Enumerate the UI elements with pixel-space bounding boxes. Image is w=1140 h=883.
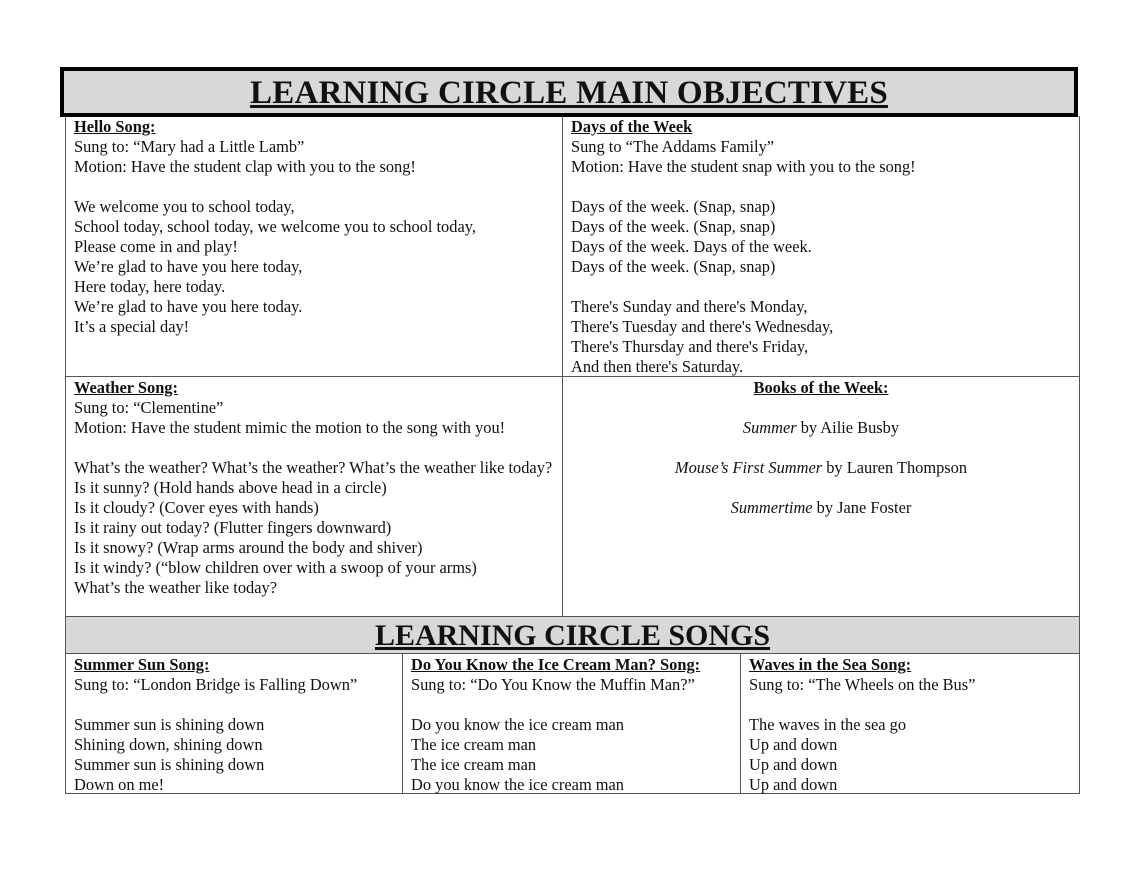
book-title: Summer <box>742 418 797 437</box>
songs-section-bar <box>66 617 1079 654</box>
lyric-line: Up and down <box>749 755 838 774</box>
ice-cream-song-cell <box>403 654 741 793</box>
page-title-bar <box>60 67 1078 117</box>
lyric-line: Down on me! <box>74 775 165 794</box>
lyric-line: It’s a special day! <box>74 317 190 336</box>
book-entry <box>571 418 1071 438</box>
waves-sung-to: Sung to: “The Wheels on the Bus” <box>749 675 976 694</box>
lyric-line: Days of the week. (Snap, snap) <box>571 257 776 276</box>
spacer <box>749 695 1071 715</box>
page-title: LEARNING CIRCLE MAIN OBJECTIVES <box>250 75 888 111</box>
lyric-line: Is it windy? (“blow children over with a swoop of your arms) <box>74 558 477 577</box>
days-of-week-motion: Motion: Have the student snap with you to the song! <box>571 157 916 176</box>
spacer <box>571 277 1071 297</box>
lyric-line: There's Sunday and there's Monday, <box>571 297 808 316</box>
spacer <box>74 177 554 197</box>
lyric-line: The ice cream man <box>411 755 537 774</box>
books-of-week-cell <box>563 377 1079 616</box>
book-title: Summertime <box>730 498 813 517</box>
books-of-week-heading: Books of the Week: <box>753 378 889 397</box>
days-of-week-sung-to: Sung to “The Addams Family” <box>571 137 775 156</box>
lyric-line: School today, school today, we welcome you to school today, <box>74 217 476 236</box>
hello-song-cell <box>66 116 563 376</box>
lyric-line: Shining down, shining down <box>74 735 263 754</box>
spacer <box>74 438 554 458</box>
lyric-line: The ice cream man <box>411 735 537 754</box>
lyric-line: And then there's Saturday. <box>571 357 744 376</box>
spacer <box>571 398 1071 418</box>
weather-song-cell <box>66 377 563 616</box>
lyric-line: Here today, here today. <box>74 277 226 296</box>
hello-song-motion: Motion: Have the student clap with you to the song! <box>74 157 416 176</box>
table-row <box>66 654 1079 794</box>
waves-song-cell <box>741 654 1079 793</box>
lyric-line: Days of the week. Days of the week. <box>571 237 812 256</box>
weather-song-heading: Weather Song: <box>74 378 178 397</box>
hello-song-heading: Hello Song: <box>74 117 156 136</box>
lyric-line: Do you know the ice cream man <box>411 715 625 734</box>
lyric-line: We’re glad to have you here today, <box>74 257 303 276</box>
lyric-line: There's Tuesday and there's Wednesday, <box>571 317 834 336</box>
lyric-line: Is it cloudy? (Cover eyes with hands) <box>74 498 319 517</box>
spacer <box>571 478 1071 498</box>
summer-sun-song-cell <box>66 654 403 793</box>
summer-sun-sung-to: Sung to: “London Bridge is Falling Down” <box>74 675 358 694</box>
lyric-line: Up and down <box>749 735 838 754</box>
lyric-line: Summer sun is shining down <box>74 755 265 774</box>
lyric-line: Do you know the ice cream man <box>411 775 625 794</box>
lyric-line: What’s the weather? What’s the weather? What’s the weather like today? <box>74 458 553 477</box>
lyric-line: What’s the weather like today? <box>74 578 277 597</box>
ice-cream-heading: Do You Know the Ice Cream Man? Song: <box>411 655 701 674</box>
summer-sun-heading: Summer Sun Song: <box>74 655 210 674</box>
lyric-line: Is it sunny? (Hold hands above head in a circle) <box>74 478 387 497</box>
ice-cream-sung-to: Sung to: “Do You Know the Muffin Man?” <box>411 675 695 694</box>
book-author: by Ailie Busby <box>796 418 900 437</box>
hello-song-sung-to: Sung to: “Mary had a Little Lamb” <box>74 137 305 156</box>
lyric-line: Days of the week. (Snap, snap) <box>571 197 776 216</box>
weather-song-sung-to: Sung to: “Clementine” <box>74 398 224 417</box>
book-author: by Lauren Thompson <box>822 458 968 477</box>
lyric-line: We welcome you to school today, <box>74 197 295 216</box>
book-author: by Jane Foster <box>812 498 912 517</box>
songs-section-title: LEARNING CIRCLE SONGS <box>374 619 771 652</box>
lyric-line: Please come in and play! <box>74 237 238 256</box>
lyric-line: The waves in the sea go <box>749 715 907 734</box>
lyric-line: Days of the week. (Snap, snap) <box>571 217 776 236</box>
days-of-week-cell <box>563 116 1079 376</box>
lyric-line: Summer sun is shining down <box>74 715 265 734</box>
spacer <box>571 177 1071 197</box>
waves-heading: Waves in the Sea Song: <box>749 655 912 674</box>
table-row <box>66 116 1079 377</box>
book-entry <box>571 458 1071 478</box>
lyric-line: There's Thursday and there's Friday, <box>571 337 809 356</box>
book-title: Mouse’s First Summer <box>674 458 823 477</box>
weather-song-motion: Motion: Have the student mimic the motion to the song with you! <box>74 418 506 437</box>
spacer <box>411 695 732 715</box>
lyric-line: Is it rainy out today? (Flutter fingers downward) <box>74 518 392 537</box>
lyric-line: Up and down <box>749 775 838 794</box>
table-row <box>66 377 1079 617</box>
lyric-line: We’re glad to have you here today. <box>74 297 303 316</box>
spacer <box>74 695 394 715</box>
spacer <box>571 438 1071 458</box>
days-of-week-heading: Days of the Week <box>571 117 693 136</box>
lyric-line: Is it snowy? (Wrap arms around the body and shiver) <box>74 538 423 557</box>
objectives-table <box>65 116 1080 794</box>
book-entry <box>571 498 1071 518</box>
